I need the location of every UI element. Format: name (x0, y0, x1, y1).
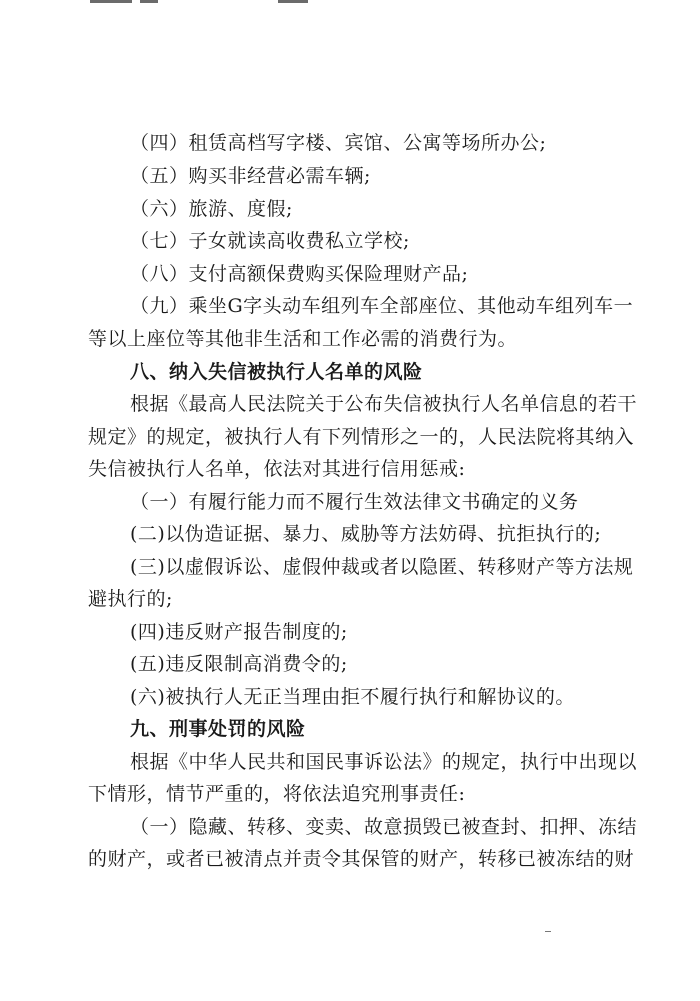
list-item-1: （一）有履行能力而不履行生效法律文书确定的义务 (130, 491, 579, 513)
list-item-5b: (五)违反限制高消费令的; (130, 653, 348, 675)
list-item-1b: （一）隐藏、转移、变卖、故意损毁已被查封、扣押、冻结 (130, 816, 638, 838)
list-item-6b: (六)被执行人无正当理由拒不履行执行和解协议的。 (130, 686, 575, 708)
list-item-1b-cont: 的财产，或者已被清点并责令其保管的财产，转移已被冻结的财 (88, 848, 635, 870)
paragraph-line: 根据《中华人民共和国民事诉讼法》的规定，执行中出现以 (130, 751, 638, 773)
scan-speck (545, 931, 551, 932)
list-item-7: （七）子女就读高收费私立学校; (130, 230, 410, 252)
list-item-6: （六）旅游、度假; (130, 198, 293, 220)
paragraph-line: 根据《最高人民法院关于公布失信被执行人名单信息的若干 (130, 393, 638, 415)
list-item-4b: (四)违反财产报告制度的; (130, 621, 348, 643)
paragraph-line: 失信被执行人名单，依法对其进行信用惩戒: (88, 458, 466, 480)
paragraph-line: 规定》的规定，被执行人有下列情形之一的，人民法院将其纳入 (88, 426, 635, 448)
list-item-2: (二)以伪造证据、暴力、威胁等方法妨碍、抗拒执行的; (130, 523, 602, 545)
list-item-9: （九）乘坐G字头动车组列车全部座位、其他动车组列车一 (130, 295, 634, 317)
list-item-5: （五）购买非经营必需车辆; (130, 165, 371, 187)
paragraph-line: 下情形，情节严重的，将依法追究刑事责任: (88, 783, 466, 805)
list-item-4: （四）租赁高档写字楼、宾馆、公寓等场所办公; (130, 132, 547, 154)
scan-top-marks (82, 0, 342, 5)
section-heading-8: 八、纳入失信被执行人名单的风险 (130, 361, 423, 383)
list-item-9-cont: 等以上座位等其他非生活和工作必需的消费行为。 (88, 328, 518, 350)
section-heading-9: 九、刑事处罚的风险 (130, 718, 306, 740)
list-item-3-cont: 避执行的; (88, 588, 173, 610)
list-item-3: (三)以虚假诉讼、虚假仲裁或者以隐匿、转移财产等方法规 (130, 556, 634, 578)
list-item-8: （八）支付高额保费购买保险理财产品; (130, 263, 469, 285)
